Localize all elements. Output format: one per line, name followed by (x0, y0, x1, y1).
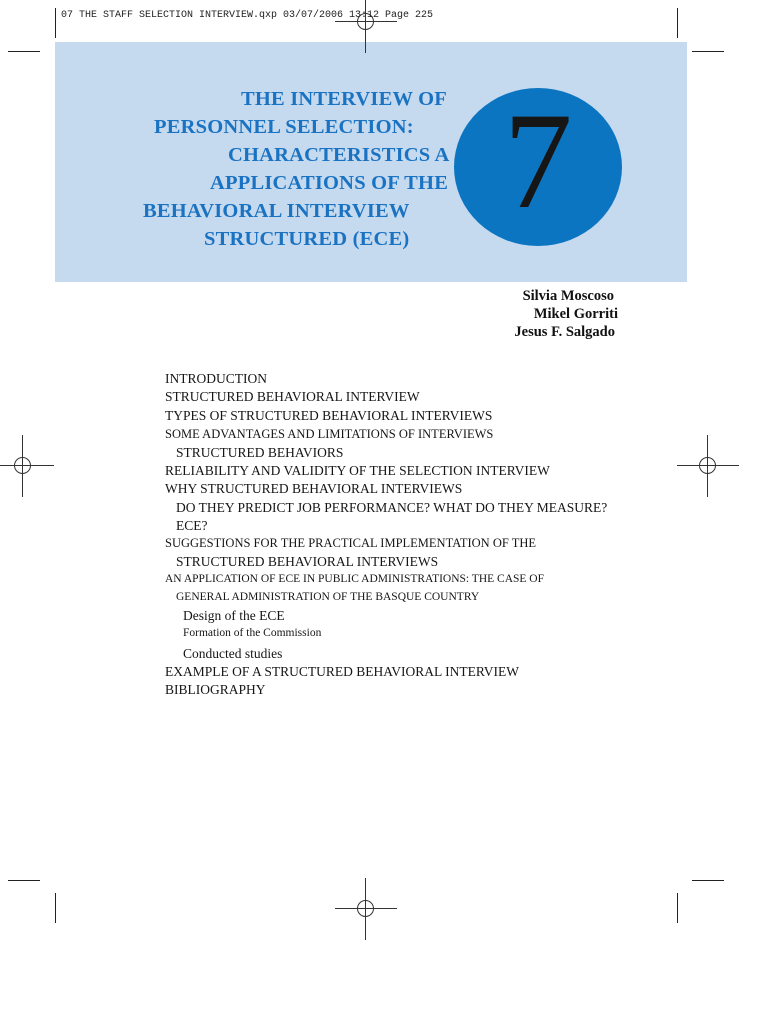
toc-subitem: DO THEY PREDICT JOB PERFORMANCE? WHAT DO THEY MEASURE? (176, 500, 608, 515)
registration-mark-right (677, 435, 739, 497)
chapter-title-line: PERSONNEL SELECTION: (154, 116, 414, 138)
chapter-title-line: APPLICATIONS OF THE (210, 172, 449, 194)
chapter-title-line: BEHAVIORAL INTERVIEW (143, 200, 410, 222)
chapter-title-line: CHARACTERISTICS A (228, 144, 450, 166)
chapter-title-line: THE INTERVIEW OF (241, 88, 448, 110)
crop-mark-bottom-right-vertical (677, 893, 678, 923)
author-list (514, 287, 618, 341)
toc-item: EXAMPLE OF A STRUCTURED BEHAVIORAL INTERVIEW (165, 664, 520, 679)
toc-item: SUGGESTIONS FOR THE PRACTICAL IMPLEMENTATION OF THE (165, 536, 537, 550)
crop-mark-bottom-right-horizontal (692, 880, 724, 881)
crop-mark-top-left-horizontal (8, 51, 40, 52)
chapter-number: 7 (503, 88, 573, 237)
crop-mark-top-left-vertical (55, 8, 56, 38)
chapter-title-line: STRUCTURED (ECE) (204, 228, 410, 250)
toc-item: BIBLIOGRAPHY (165, 682, 266, 697)
crop-mark-bottom-left-vertical (55, 893, 56, 923)
toc-subitem: STRUCTURED BEHAVIORS (176, 445, 344, 460)
author-name: Silvia Moscoso (522, 288, 614, 304)
author-name: Jesus F. Salgado (514, 324, 615, 340)
crop-mark-bottom-left-horizontal (8, 880, 40, 881)
toc-subitem: STRUCTURED BEHAVIORAL INTERVIEWS (176, 554, 439, 569)
toc-item: RELIABILITY AND VALIDITY OF THE SELECTION INTERVIEW (165, 463, 550, 478)
crop-mark-top-right-vertical (677, 8, 678, 38)
toc-item: INTRODUCTION (165, 371, 267, 386)
toc-item: SOME ADVANTAGES AND LIMITATIONS OF INTERVIEWS (165, 427, 494, 441)
crop-mark-top-right-horizontal (692, 51, 724, 52)
toc-subitem: GENERAL ADMINISTRATION OF THE BASQUE COUNTRY (176, 591, 480, 603)
toc-subsection: Formation of the Commission (183, 627, 322, 639)
registration-mark-left (0, 435, 54, 497)
toc-item: TYPES OF STRUCTURED BEHAVIORAL INTERVIEWS (165, 408, 493, 423)
registration-mark-bottom (335, 878, 397, 940)
toc-item: WHY STRUCTURED BEHAVIORAL INTERVIEWS (165, 481, 463, 496)
toc-subitem: ECE? (176, 518, 208, 533)
toc-subsection: Design of the ECE (183, 608, 285, 623)
author-name: Mikel Gorriti (533, 306, 618, 322)
toc-item: AN APPLICATION OF ECE IN PUBLIC ADMINISTRATIONS: THE CASE OF (165, 573, 545, 585)
chapter-number-badge (454, 88, 622, 246)
registration-mark-top (335, 0, 397, 53)
toc-subsection: Conducted studies (183, 646, 283, 661)
print-slug-line: 07 THE STAFF SELECTION INTERVIEW.qxp 03/07/2006 13:12 Page 225 (61, 10, 434, 21)
toc-item: STRUCTURED BEHAVIORAL INTERVIEW (165, 389, 420, 404)
